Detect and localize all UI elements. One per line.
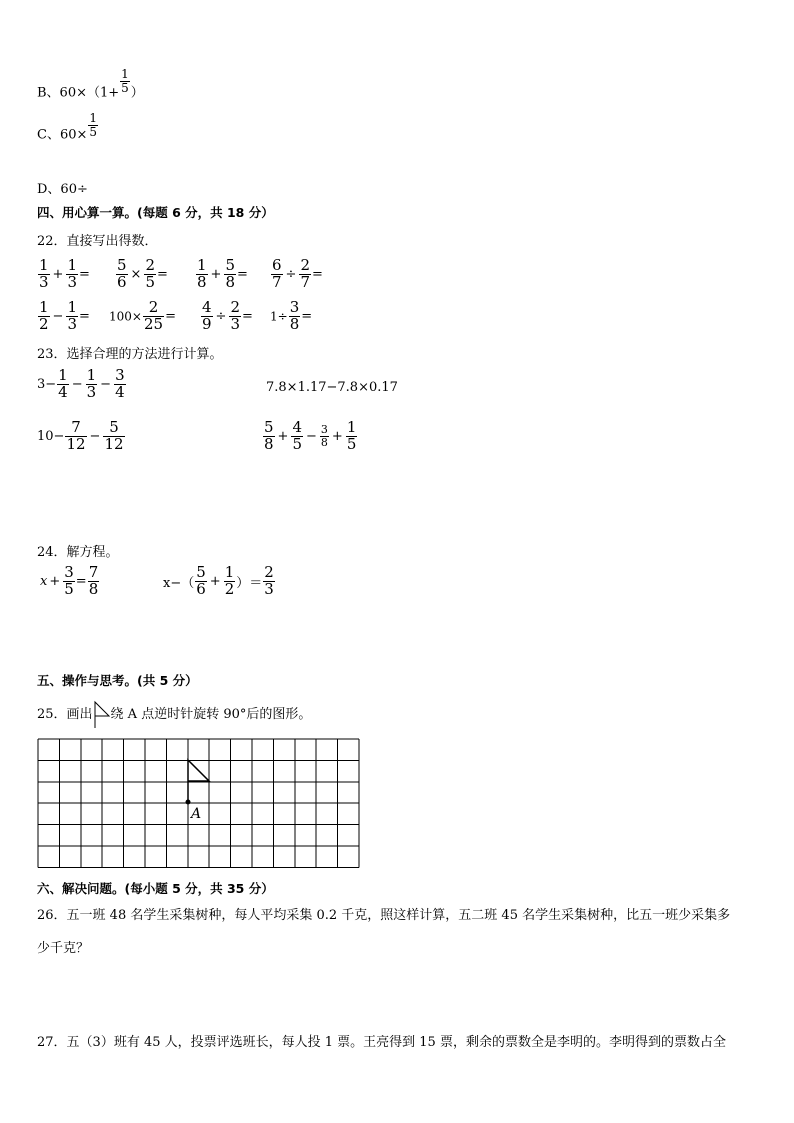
q22-item: $\frac{1}{2}$ − $\frac{1}{3}$ = [39,298,90,333]
q23-expr4: $\frac{5}{8}$ + $\frac{4}{5}$ − $\frac{3}{8}$ + $\frac{1}{5}$ [264,418,357,453]
q25-text [37,703,311,722]
rotation-grid [37,738,361,868]
option-b-label: B、60×（1+ [37,85,120,101]
q26-line1: 26．五一班 48 名学生采集树种，每人平均采集 0.2 千克，照这样计算，五二班 45 名学生采集树种，比五一班少采集多 [37,908,731,923]
q23-title: 23．选择合理的方法进行计算。 [37,347,223,362]
option-c [37,111,99,146]
q22-row2 [37,300,757,334]
section4-heading: 四、用心算一算。(每题 6 分，共 18 分） [37,205,274,220]
flag-shape-icon [93,700,111,730]
q23-expr1: 3− $\frac{1}{4}$ − $\frac{1}{3}$ − $\frac{3}{4}$ [37,366,125,401]
q22-item: $\frac{4}{9}$ ÷ $\frac{2}{3}$ = [202,298,253,333]
option-b-fraction: $\frac{1}{5}$ [121,67,129,95]
q22-title: 22．直接写出得数． [37,234,158,249]
q25-post: 绕 A 点逆时针旋转 90°后的图形。 [110,707,312,722]
point-a [186,800,191,805]
q22-item: 100× $\frac{2}{25}$ = [109,298,176,333]
grid-lines [38,739,359,867]
q25-pre: 25．画出 [37,707,93,722]
q24-eq1: x + $\frac{3}{5}$ = $\frac{7}{8}$ [40,563,99,598]
q22-row1 [37,258,757,292]
q22-item: 1÷ $\frac{3}{8}$ = [270,298,313,333]
q24-title: 24．解方程。 [37,545,119,560]
q22-item: $\frac{5}{6}$ × $\frac{2}{5}$ = [117,256,168,291]
point-a-label: A [191,806,202,822]
option-c-fraction: $\frac{1}{5}$ [89,111,98,139]
q22-item: $\frac{1}{8}$ + $\frac{5}{8}$ = [197,256,248,291]
q22-item: $\frac{6}{7}$ ÷ $\frac{2}{7}$ = [272,256,323,291]
q27-line1: 27．五（3）班有 45 人，投票评选班长，每人投 1 票。王亮得到 15 票，剩余的票数全是李明的。李明得到的票数占全 [37,1035,726,1050]
q23-expr2: 7.8×1.17−7.8×0.17 [266,380,398,395]
q23-expr3: 10− $\frac{7}{12}$ − $\frac{5}{12}$ [37,418,124,453]
q24-eq2: x−（ $\frac{5}{6}$ + $\frac{1}{2}$ ）＝ $\frac{2}{3}$ [163,563,274,598]
section6-heading: 六、解决问题。(每小题 5 分，共 35 分） [37,881,274,896]
option-d: D、60÷ [37,182,88,197]
option-b: B、60×（1+ $\frac{1}{5}$ ） [37,67,144,101]
q26-line2: 少千克？ [37,941,90,956]
option-c-label: C、60× [37,127,88,143]
section5-heading: 五、操作与思考。(共 5 分） [37,673,198,688]
q22-item: $\frac{1}{3}$ + $\frac{1}{3}$ = [39,256,90,291]
flag-figure [188,760,209,802]
